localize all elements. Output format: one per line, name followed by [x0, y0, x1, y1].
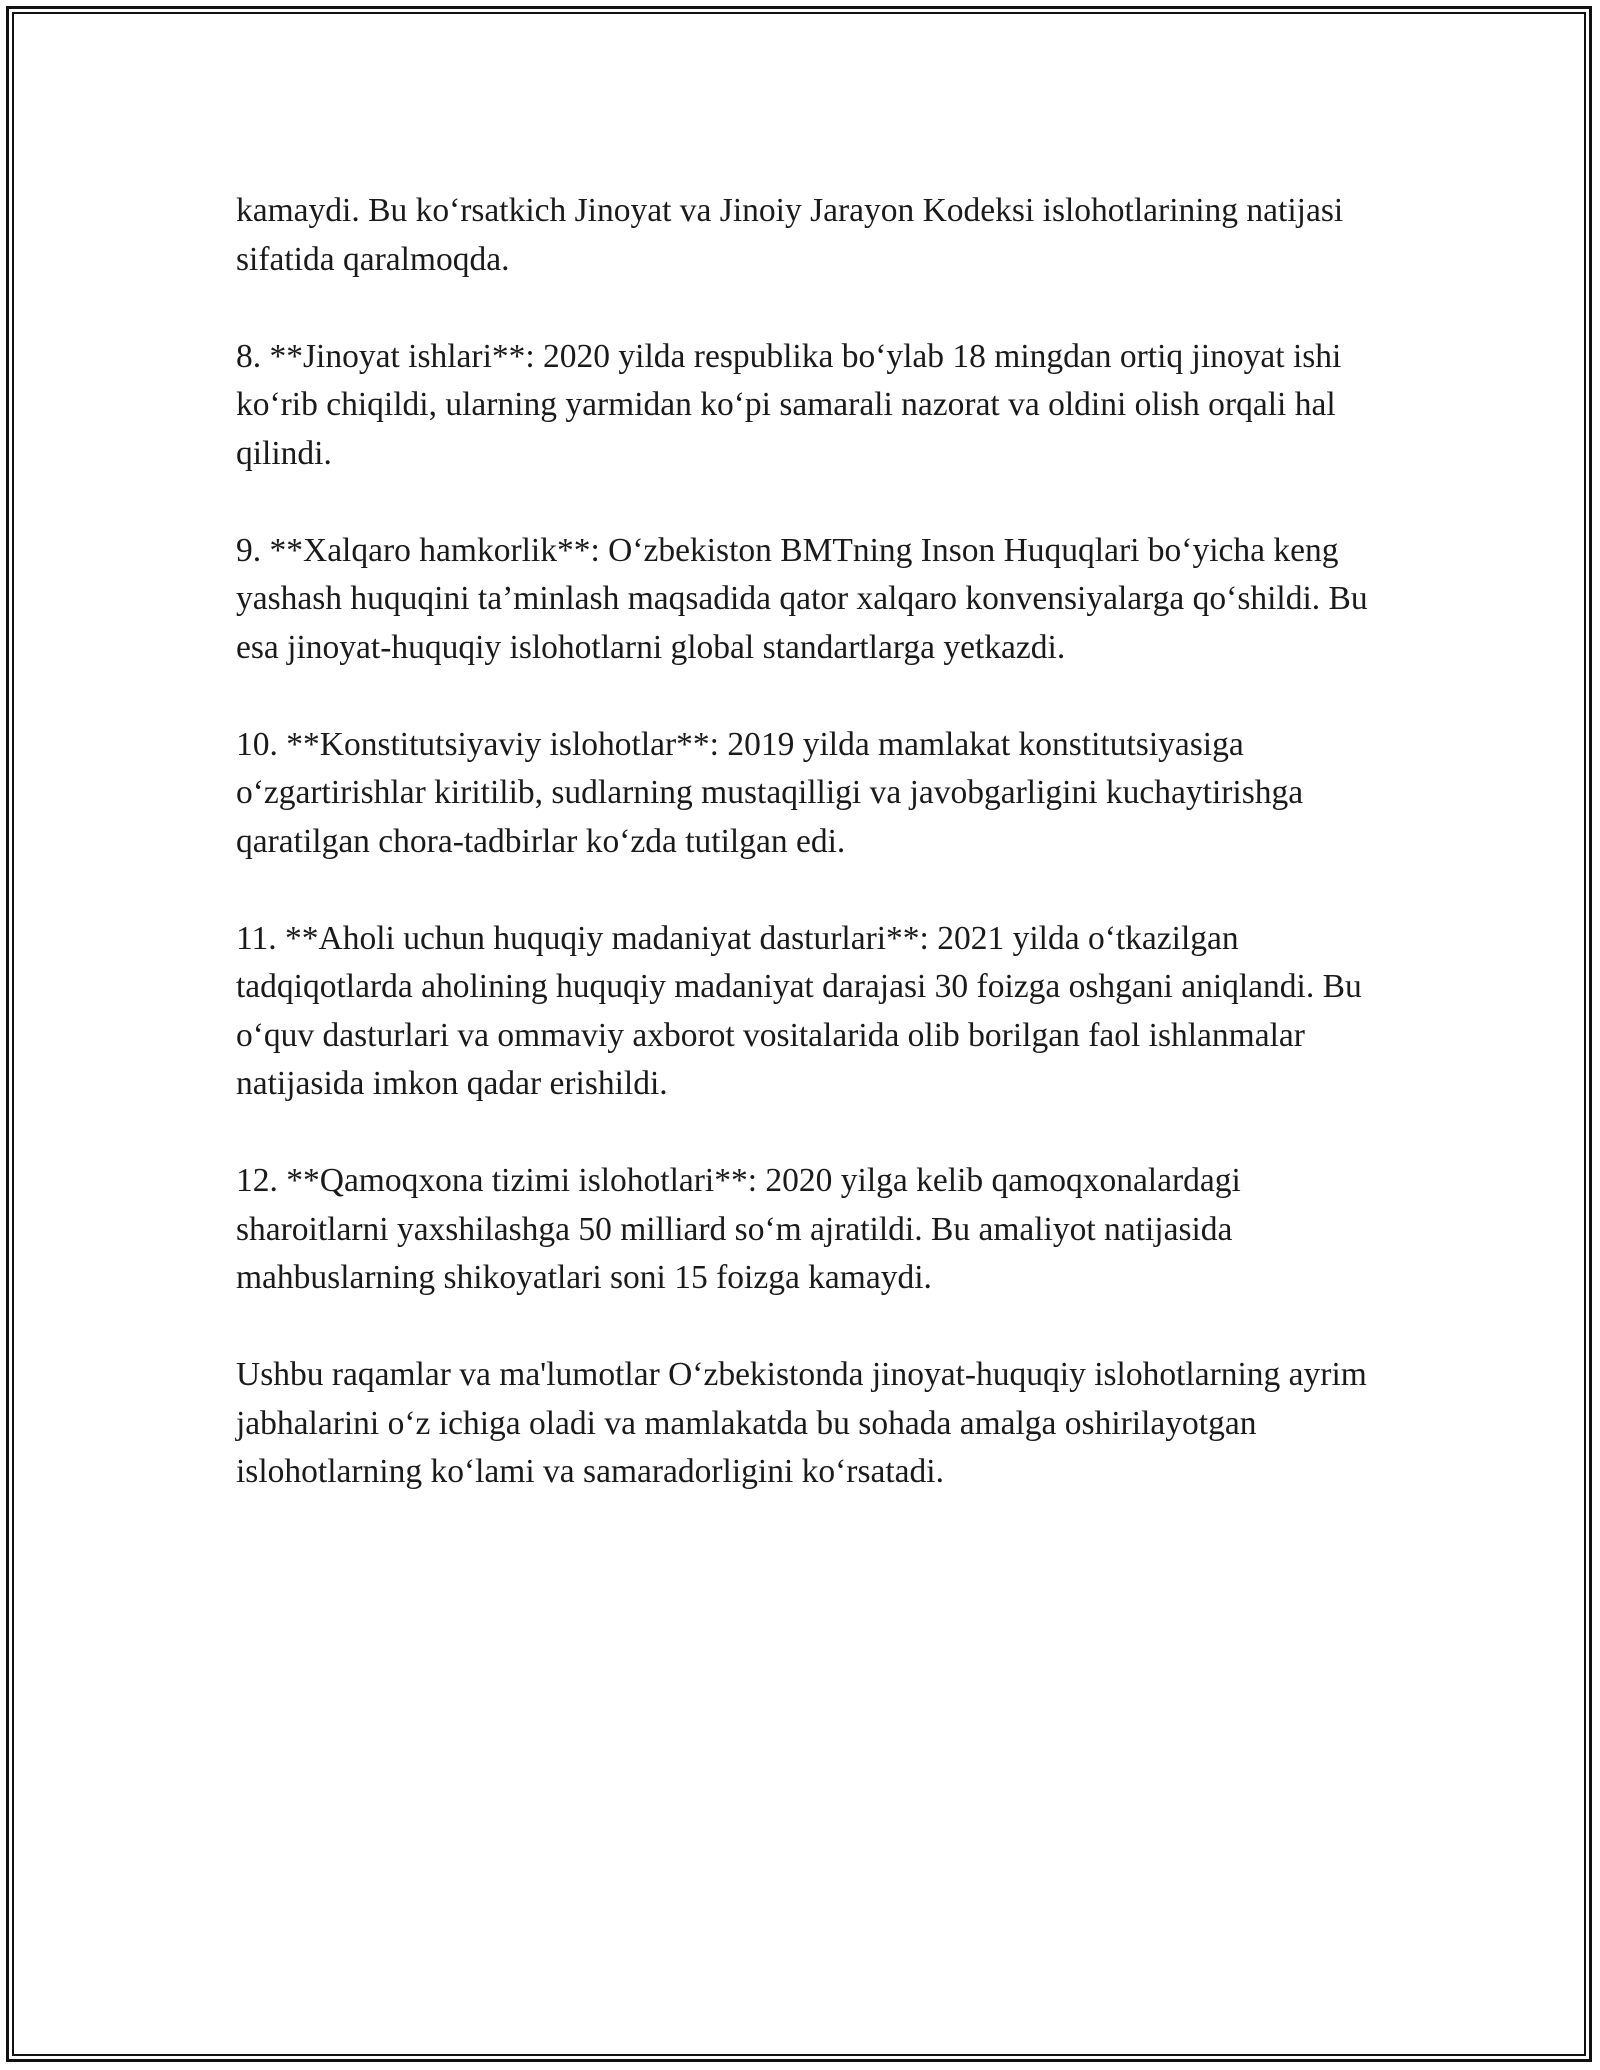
- document-body: [236, 187, 1396, 1545]
- paragraph-conclusion: Ushbu raqamlar va ma'lumotlar O‘zbekistonda jinoyat-huquqiy islohotlarning ayrim jabhalarini o‘z ichiga oladi va mamlakatda bu sohada amalga oshirilayotgan islohotlarning ko‘lami va samaradorligini ko‘rsatadi.: [236, 1356, 1367, 1490]
- list-item-8-criminal-cases: 8. **Jinoyat ishlari**: 2020 yilda respublika bo‘ylab 18 mingdan ortiq jinoyat ishi ko‘rib chiqildi, ularning yarmidan ko‘pi samarali nazorat va oldini olish orqali hal qilindi.: [236, 337, 1342, 472]
- list-item-11-legal-culture-programs: 11. **Aholi uchun huquqiy madaniyat dasturlari**: 2021 yilda o‘tkazilgan tadqiqotlarda aholining huquqiy madaniyat darajasi 30 foizga oshgani aniqlandi. Bu o‘quv dasturlari va ommaviy axborot vositalarida olib borilgan faol ishlanmalar natijasida imkon qadar erishildi.: [236, 919, 1362, 1102]
- list-item-12-prison-reforms: 12. **Qamoqxona tizimi islohotlari**: 2020 yilga kelib qamoqxonalardagi sharoitlarni yaxshilashga 50 milliard so‘m ajratildi. Bu amaliyot natijasida mahbuslarning shikoyatlari soni 15 foizga kamaydi.: [236, 1162, 1241, 1296]
- list-item-9-international-cooperation: 9. **Xalqaro hamkorlik**: O‘zbekiston BMTning Inson Huquqlari bo‘yicha keng yashash huquqini ta’minlash maqsadida qator xalqaro konvensiyalarga qo‘shildi. Bu esa jinoyat-huquqiy islohotlarni global standartlarga yetkazdi.: [236, 531, 1368, 666]
- list-item-10-constitutional-reforms: 10. **Konstitutsiyaviy islohotlar**: 2019 yilda mamlakat konstitutsiyasiga o‘zgartirishlar kiritilib, sudlarning mustaqilligi va javobgarligini kuchaytirishga qaratilgan chora-tadbirlar ko‘zda tutilgan edi.: [236, 725, 1304, 860]
- paragraph-intro-continuation: kamaydi. Bu ko‘rsatkich Jinoyat va Jinoiy Jarayon Kodeksi islohotlarining natijasi sifatida qaralmoqda.: [236, 192, 1344, 278]
